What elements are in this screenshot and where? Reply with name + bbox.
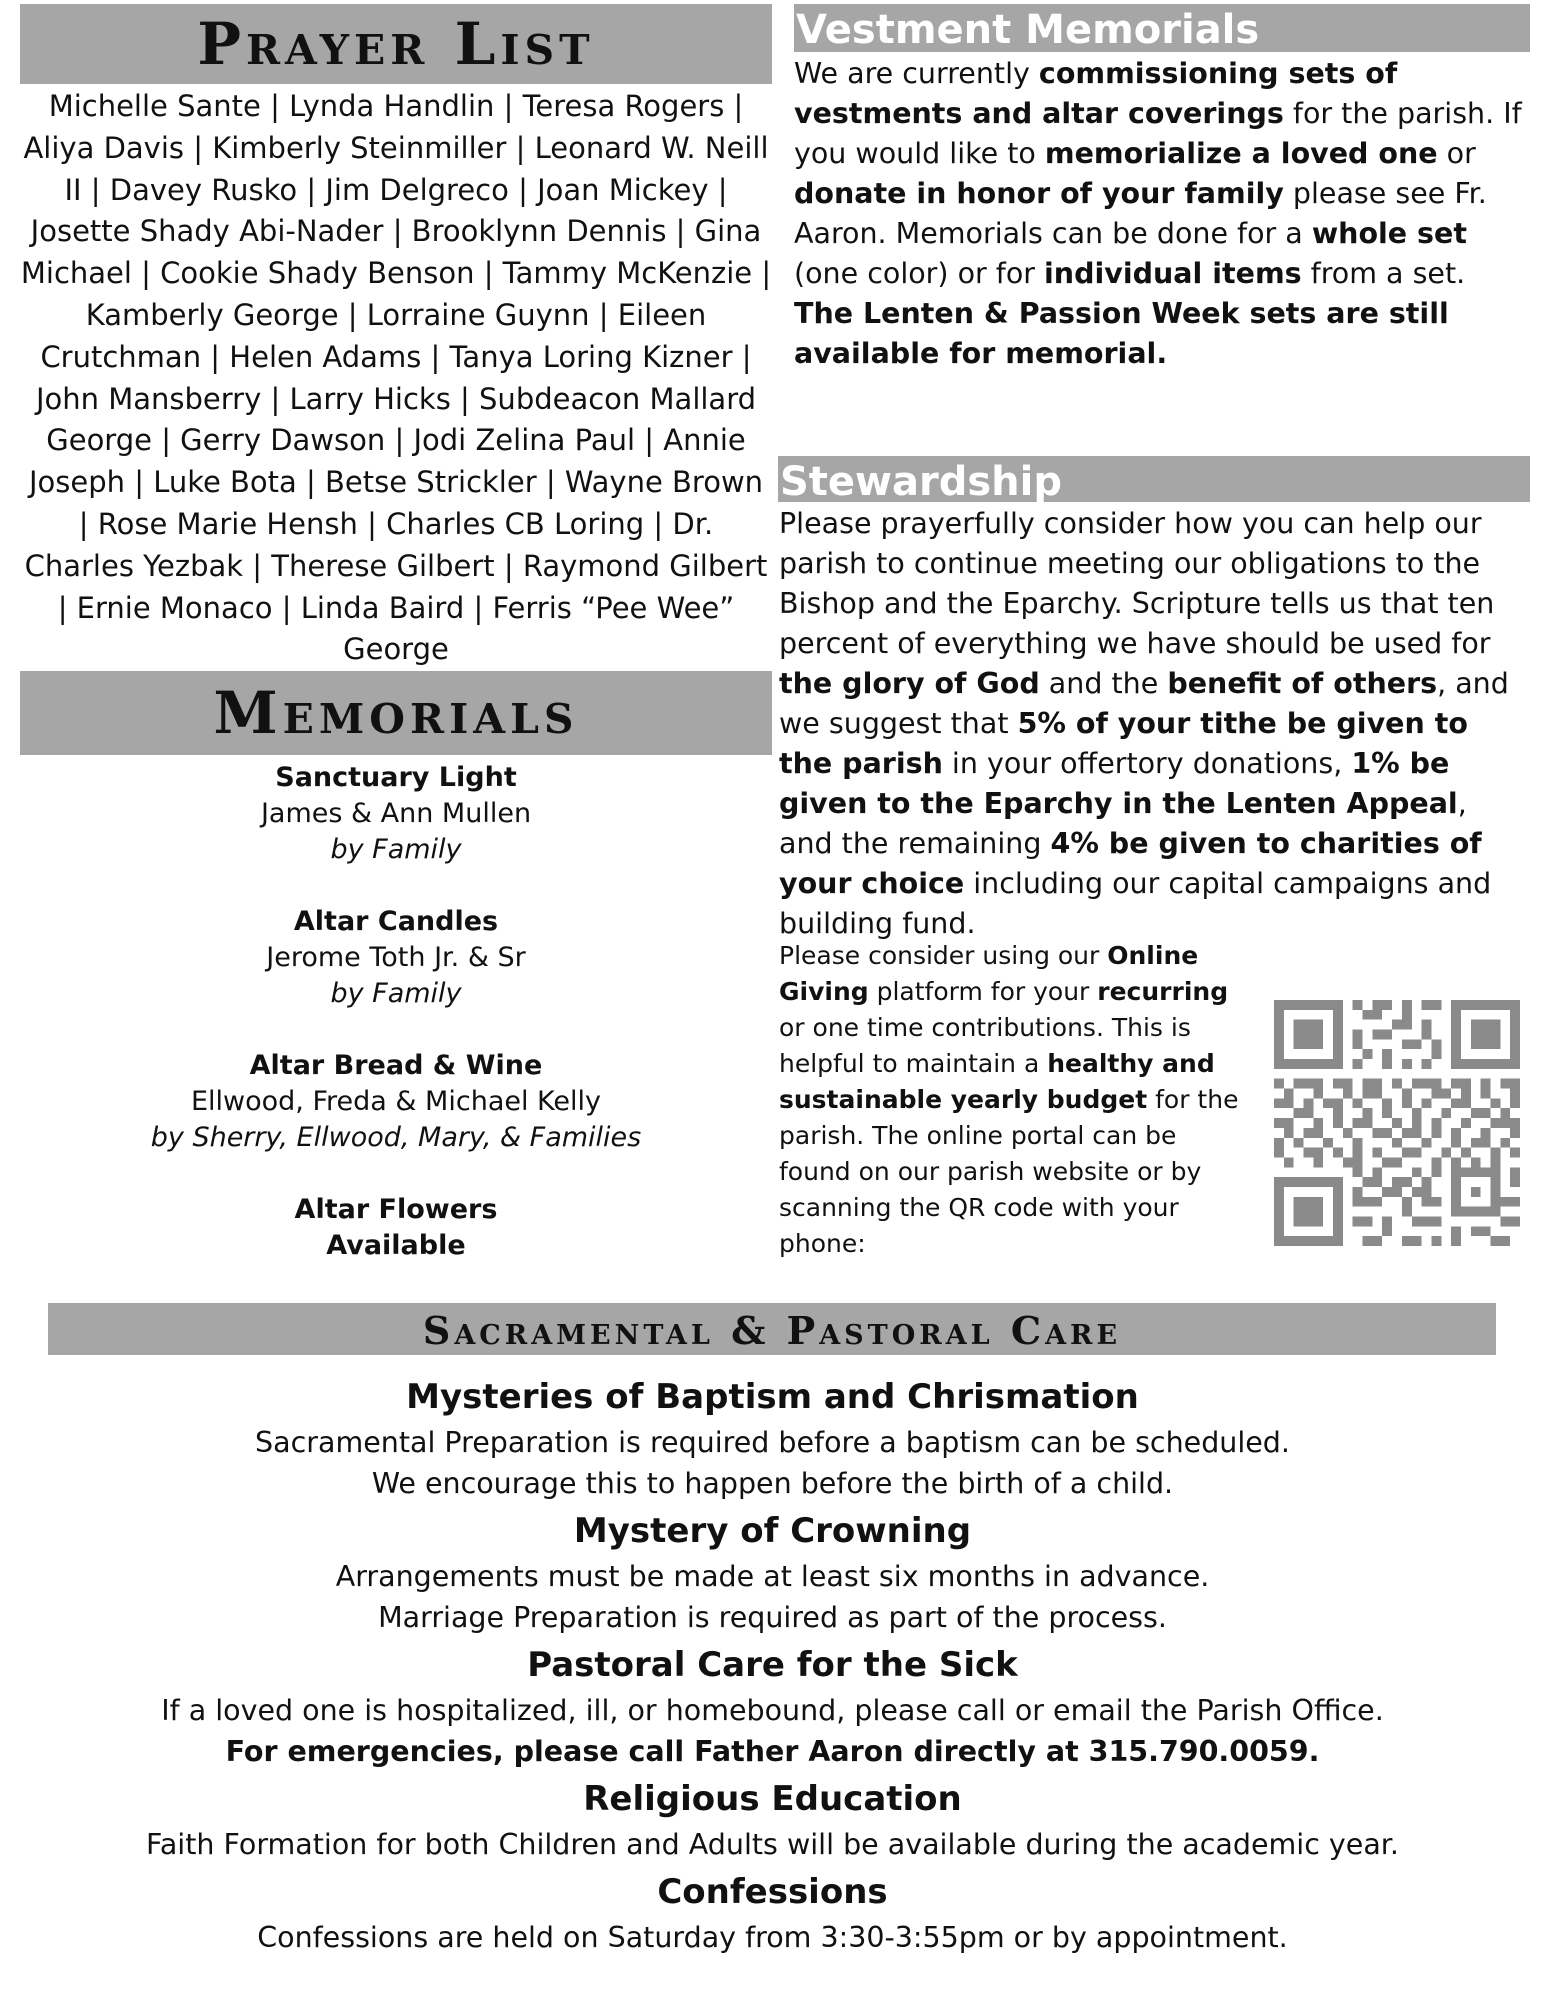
text-run: We are currently <box>794 57 1039 90</box>
emergency-phone-line: For emergencies, please call Father Aaron directly at 315.790.0059. <box>225 1735 1320 1768</box>
section-line: Confessions are held on Saturday from 3:30-3:55pm or by appointment. <box>257 1921 1288 1954</box>
section-line: We encourage this to happen before the birth of a child. <box>371 1467 1174 1500</box>
text-run: Please consider using our <box>779 941 1108 970</box>
sacramental-title: Sacramental & Pastoral Care <box>422 1308 1122 1353</box>
memorial-names: Jerome Toth Jr. & Sr <box>266 942 526 973</box>
section-pastoral-care <box>0 1640 1545 1772</box>
section-crowning <box>0 1506 1545 1638</box>
memorial-by: by Sherry, Ellwood, Mary, & Families <box>150 1122 642 1153</box>
bold-run: 5% of your tithe be given to the parish <box>779 707 1468 780</box>
bold-run: whole set <box>1311 217 1467 250</box>
bold-run: memorialize a loved one <box>1044 137 1438 170</box>
bold-run: individual items <box>1044 257 1302 290</box>
stewardship-body <box>779 504 1527 944</box>
text-run: , and we suggest that <box>779 667 1509 740</box>
memorial-names: James & Ann Mullen <box>260 798 532 829</box>
prayer-list-names: Michelle Sante | Lynda Handlin | Teresa Rogers | Aliya Davis | Kimberly Steinmiller | Leonard W. Neill II | Davey Rusko | Jim Delgreco | Joan Mickey | Josette Shady Abi-Nader | Brooklynn Dennis | Gina Michael | Cookie Shady Benson | Tammy McKenzie | Kamberly George | Lorraine Guynn | Eileen Crutchman | Helen Adams | Tanya Loring Kizner | John Mansberry | Larry Hicks | Subdeacon Mallard George | Gerry Dawson | Jodi Zelina Paul | Annie Joseph | Luke Bota | Betse Strickler | Wayne Brown | Rose Marie Hensh | Charles CB Loring | Dr. Charles Yezbak | Therese Gilbert | Raymond Gilbert | Ernie Monaco | Linda Baird | Ferris “Pee Wee” George <box>20 89 772 667</box>
bold-run: healthy and sustainable yearly budget <box>779 1049 1215 1114</box>
text-run: for the parish. If you would like to <box>794 97 1522 170</box>
text-run: , and the remaining <box>779 787 1467 860</box>
bold-run: Online Giving <box>779 941 1199 1006</box>
text-run: please see Fr. Aaron. Memorials can be done for a <box>794 177 1487 250</box>
bold-run: 1% be given to the Eparchy in the Lenten Appeal <box>779 747 1458 820</box>
bold-run: the glory of God <box>779 667 1040 700</box>
memorial-by: by Family <box>330 834 462 865</box>
section-line: If a loved one is hospitalized, ill, or homebound, please call or email the Parish Office. <box>161 1694 1384 1727</box>
qr-code-icon[interactable] <box>1274 1000 1520 1246</box>
memorial-by: by Family <box>330 978 462 1009</box>
section-line: Faith Formation for both Children and Adults will be available during the academic year. <box>146 1828 1399 1861</box>
bold-run: recurring <box>1097 977 1229 1006</box>
text-run: or one time contributions. This is helpful to maintain a <box>779 1013 1191 1078</box>
bold-run: benefit of others <box>1167 667 1438 700</box>
memorial-altar-bread-wine <box>20 1048 772 1156</box>
section-line: Sacramental Preparation is required before a baptism can be scheduled. <box>255 1426 1290 1459</box>
memorial-title: Altar Flowers <box>294 1194 498 1225</box>
sacramental-sections <box>0 1372 1545 1960</box>
text-run: platform for your <box>868 977 1098 1006</box>
text-run: in your offertory donations, <box>942 747 1352 780</box>
text-run: from a set. <box>1301 257 1466 290</box>
memorial-status: Available <box>326 1230 466 1261</box>
section-line: Arrangements must be made at least six months in advance. <box>335 1560 1210 1593</box>
section-religious-education <box>0 1774 1545 1865</box>
stewardship-title: Stewardship <box>780 459 1062 505</box>
section-heading: Mystery of Crowning <box>573 1511 972 1551</box>
bold-run: The Lenten & Passion Week sets are still available for memorial. <box>794 297 1449 370</box>
memorial-names: Ellwood, Freda & Michael Kelly <box>190 1086 602 1117</box>
bold-run: 4% be given to charities of your choice <box>779 827 1482 900</box>
online-giving-text <box>779 938 1249 1262</box>
memorial-title: Altar Bread & Wine <box>249 1050 543 1081</box>
memorial-altar-flowers <box>20 1192 772 1264</box>
text-run: for the parish. The online portal can be found on our parish website or by scanning the QR code with your phone: <box>779 1085 1239 1258</box>
memorial-title: Sanctuary Light <box>275 762 517 793</box>
memorials-title: Memorials <box>213 679 579 747</box>
section-heading: Pastoral Care for the Sick <box>527 1645 1018 1685</box>
memorial-sanctuary-light <box>20 760 772 868</box>
memorial-title: Altar Candles <box>293 906 499 937</box>
section-heading: Mysteries of Baptism and Chrismation <box>406 1377 1139 1417</box>
vestment-title: Vestment Memorials <box>796 7 1260 53</box>
memorial-altar-candles <box>20 904 772 1012</box>
text-run: Please prayerfully consider how you can help our parish to continue meeting our obligations to the Bishop and the Eparchy. Scripture tells us that ten percent of everything we have should be used for <box>779 507 1495 660</box>
section-heading: Religious Education <box>583 1779 962 1819</box>
section-line: Marriage Preparation is required as part of the process. <box>378 1601 1167 1634</box>
section-heading: Confessions <box>657 1872 888 1912</box>
section-baptism <box>0 1372 1545 1504</box>
text-run: (one color) or for <box>794 257 1045 290</box>
text-run: and the <box>1039 667 1168 700</box>
memorials-list <box>20 760 772 1300</box>
section-confessions <box>0 1867 1545 1958</box>
text-run: or <box>1437 137 1476 170</box>
text-run: including our capital campaigns and building fund. <box>779 867 1492 940</box>
prayer-list-title: Prayer List <box>197 10 595 78</box>
bold-run: commissioning sets of vestments and altar coverings <box>794 57 1398 130</box>
vestment-body <box>794 54 1524 374</box>
bold-run: donate in honor of your family <box>794 177 1284 210</box>
